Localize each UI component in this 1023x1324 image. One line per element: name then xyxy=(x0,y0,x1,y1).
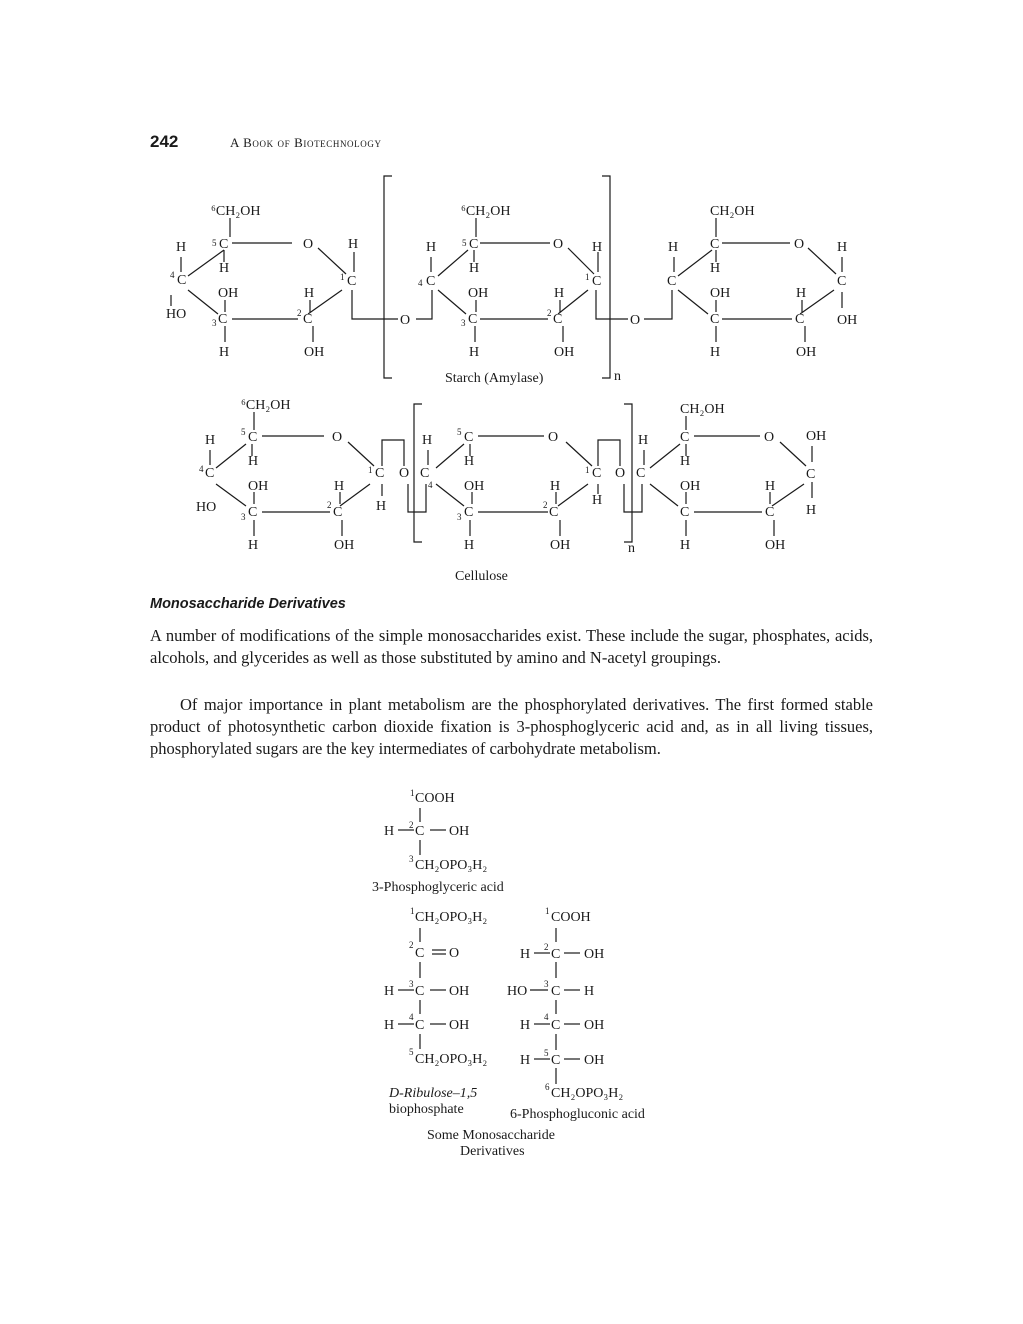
svg-text:H: H xyxy=(592,493,603,508)
svg-text:HO: HO xyxy=(166,307,187,322)
svg-text:C: C xyxy=(667,274,677,289)
svg-text:OH: OH xyxy=(449,984,470,999)
svg-text:HO: HO xyxy=(196,500,217,515)
svg-text:O: O xyxy=(615,466,626,481)
svg-text:H: H xyxy=(592,240,603,255)
svg-text:C: C xyxy=(549,505,559,520)
svg-text:H: H xyxy=(348,237,359,252)
svg-text:5: 5 xyxy=(544,1048,549,1058)
svg-text:OH: OH xyxy=(248,479,269,494)
svg-text:C: C xyxy=(375,466,385,481)
svg-text:H: H xyxy=(464,538,475,553)
svg-text:O: O xyxy=(332,430,343,445)
svg-text:C: C xyxy=(248,430,258,445)
page-number: 242 xyxy=(150,132,179,151)
svg-text:1: 1 xyxy=(410,788,415,798)
svg-text:COOH: COOH xyxy=(551,910,591,925)
svg-text:C: C xyxy=(464,505,474,520)
svg-text:C: C xyxy=(415,984,425,999)
svg-text:H: H xyxy=(469,261,480,276)
svg-text:OH: OH xyxy=(584,1053,605,1068)
svg-text:1: 1 xyxy=(545,906,550,916)
svg-text:C: C xyxy=(415,946,425,961)
gluconic-name: 6-Phosphogluconic acid xyxy=(510,1107,645,1122)
svg-text:C: C xyxy=(765,505,775,520)
svg-text:4: 4 xyxy=(170,270,175,280)
section-heading: Monosaccharide Derivatives xyxy=(150,596,346,612)
svg-text:3: 3 xyxy=(409,979,414,989)
svg-text:4: 4 xyxy=(199,464,204,474)
svg-text:4: 4 xyxy=(544,1012,549,1022)
svg-text:2: 2 xyxy=(409,820,414,830)
svg-text:H: H xyxy=(806,503,817,518)
svg-text:H: H xyxy=(304,286,315,301)
svg-text:C: C xyxy=(303,312,313,327)
svg-text:1: 1 xyxy=(410,906,415,916)
svg-text:O: O xyxy=(399,466,410,481)
svg-text:CH₂OH: CH₂OH xyxy=(680,402,725,417)
svg-text:3: 3 xyxy=(212,318,217,328)
svg-text:H: H xyxy=(248,454,259,469)
svg-text:1: 1 xyxy=(340,272,345,282)
svg-text:5: 5 xyxy=(457,427,462,437)
svg-text:3: 3 xyxy=(544,979,549,989)
svg-text:5: 5 xyxy=(241,427,246,437)
svg-text:O: O xyxy=(764,430,775,445)
svg-text:H: H xyxy=(384,1018,395,1033)
svg-text:C: C xyxy=(551,1053,561,1068)
starch-caption: Starch (Amylase) xyxy=(445,371,544,386)
svg-text:5: 5 xyxy=(409,1047,414,1057)
svg-text:CH₂OPO₃H₂: CH₂OPO₃H₂ xyxy=(415,910,488,925)
svg-text:C: C xyxy=(680,505,690,520)
running-title: A Book of Biotechnology xyxy=(230,135,382,150)
svg-text:OH: OH xyxy=(550,538,571,553)
svg-text:4: 4 xyxy=(428,480,433,490)
svg-text:COOH: COOH xyxy=(415,791,455,806)
svg-text:C: C xyxy=(426,274,436,289)
svg-text:O: O xyxy=(794,237,805,252)
svg-text:2: 2 xyxy=(327,500,332,510)
svg-text:C: C xyxy=(592,466,602,481)
svg-text:OH: OH xyxy=(765,538,786,553)
svg-text:H: H xyxy=(426,240,437,255)
svg-text:C: C xyxy=(551,984,561,999)
svg-text:C: C xyxy=(551,947,561,962)
svg-text:C: C xyxy=(415,1018,425,1033)
svg-text:O: O xyxy=(400,313,411,328)
svg-text:H: H xyxy=(520,1018,531,1033)
svg-text:OH: OH xyxy=(680,479,701,494)
svg-text:C: C xyxy=(795,312,805,327)
svg-text:2: 2 xyxy=(547,308,552,318)
svg-text:H: H xyxy=(680,538,691,553)
svg-text:C: C xyxy=(464,430,474,445)
svg-text:H: H xyxy=(176,240,187,255)
svg-text:1: 1 xyxy=(585,272,590,282)
svg-text:H: H xyxy=(469,345,480,360)
svg-text:1: 1 xyxy=(368,465,373,475)
svg-text:H: H xyxy=(384,824,395,839)
ribulose-name-line1: D-Ribulose–1,5 xyxy=(389,1086,478,1101)
svg-text:C: C xyxy=(837,274,847,289)
svg-text:OH: OH xyxy=(468,286,489,301)
svg-text:H: H xyxy=(376,499,387,514)
svg-text:HO: HO xyxy=(507,984,528,999)
svg-text:O: O xyxy=(548,430,559,445)
ribulose-name-line2: biophosphate xyxy=(389,1102,464,1117)
svg-text:C: C xyxy=(592,274,602,289)
svg-text:H: H xyxy=(520,1053,531,1068)
svg-text:OH: OH xyxy=(837,313,858,328)
svg-text:OH: OH xyxy=(218,286,239,301)
svg-text:H: H xyxy=(205,433,216,448)
svg-text:C: C xyxy=(415,824,425,839)
svg-text:H: H xyxy=(584,984,595,999)
svg-text:H: H xyxy=(219,261,230,276)
svg-text:H: H xyxy=(710,261,721,276)
svg-text:OH: OH xyxy=(449,1018,470,1033)
svg-text:CH₂OPO₃H₂: CH₂OPO₃H₂ xyxy=(551,1086,624,1101)
svg-text:2: 2 xyxy=(297,308,302,318)
derivatives-caption-line1: Some Monosaccharide xyxy=(427,1128,555,1143)
svg-text:OH: OH xyxy=(806,429,827,444)
svg-text:H: H xyxy=(796,286,807,301)
svg-text:H: H xyxy=(219,345,230,360)
svg-text:H: H xyxy=(710,345,721,360)
svg-text:OH: OH xyxy=(334,538,355,553)
svg-text:2: 2 xyxy=(409,940,414,950)
svg-text:CH₂OPO₃H₂: CH₂OPO₃H₂ xyxy=(415,858,488,873)
svg-text:OH: OH xyxy=(554,345,575,360)
svg-text:H: H xyxy=(520,947,531,962)
svg-text:CH₂OH: CH₂OH xyxy=(710,204,755,219)
svg-text:⁶CH₂OH: ⁶CH₂OH xyxy=(211,204,261,219)
svg-text:4: 4 xyxy=(409,1012,414,1022)
svg-text:H: H xyxy=(422,433,433,448)
svg-text:OH: OH xyxy=(710,286,731,301)
svg-text:C: C xyxy=(420,466,430,481)
svg-text:OH: OH xyxy=(796,345,817,360)
svg-text:3: 3 xyxy=(241,512,246,522)
svg-text:C: C xyxy=(680,430,690,445)
svg-text:H: H xyxy=(384,984,395,999)
svg-text:C: C xyxy=(710,237,720,252)
svg-text:OH: OH xyxy=(584,1018,605,1033)
svg-text:OH: OH xyxy=(304,345,325,360)
svg-text:C: C xyxy=(469,237,479,252)
paragraph-1: A number of modifications of the simple monosaccharides exist. These include the sugar, phosphates, acids, alcohols, and glycerides as well as those substituted by amino and N-acetyl groupings. xyxy=(150,626,873,667)
svg-text:OH: OH xyxy=(464,479,485,494)
svg-text:H: H xyxy=(464,454,475,469)
svg-text:⁶CH₂OH: ⁶CH₂OH xyxy=(241,398,291,413)
svg-text:H: H xyxy=(550,479,561,494)
derivatives-caption-line2: Derivatives xyxy=(460,1144,525,1159)
svg-text:C: C xyxy=(551,1018,561,1033)
svg-text:C: C xyxy=(636,466,646,481)
svg-text:H: H xyxy=(680,454,691,469)
svg-text:C: C xyxy=(219,237,229,252)
svg-text:C: C xyxy=(333,505,343,520)
svg-text:C: C xyxy=(347,274,357,289)
svg-text:C: C xyxy=(205,466,215,481)
svg-text:C: C xyxy=(553,312,563,327)
svg-text:1: 1 xyxy=(585,465,590,475)
cellulose-caption: Cellulose xyxy=(455,569,508,584)
svg-text:O: O xyxy=(449,946,460,961)
pga-name: 3-Phosphoglyceric acid xyxy=(372,880,504,895)
cellulose-repeat-n: n xyxy=(628,541,635,556)
svg-text:OH: OH xyxy=(584,947,605,962)
svg-text:3: 3 xyxy=(461,318,466,328)
svg-text:⁶CH₂OH: ⁶CH₂OH xyxy=(461,204,511,219)
svg-text:5: 5 xyxy=(212,238,217,248)
svg-text:C: C xyxy=(218,312,228,327)
paragraph-2: Of major importance in plant metabolism are the phosphorylated derivatives. The first formed stable product of photosynthetic carbon dioxide fixation is 3-phosphoglyceric acid and, as in all living tissues, phosphorylated sugars are the key intermediates of carbohydrate metabolism. xyxy=(150,695,873,758)
svg-text:H: H xyxy=(668,240,679,255)
svg-text:O: O xyxy=(303,237,314,252)
svg-text:2: 2 xyxy=(544,942,549,952)
svg-text:5: 5 xyxy=(462,238,467,248)
svg-text:H: H xyxy=(554,286,565,301)
starch-repeat-n: n xyxy=(614,369,621,384)
svg-text:H: H xyxy=(837,240,848,255)
svg-text:O: O xyxy=(630,313,641,328)
svg-text:H: H xyxy=(334,479,345,494)
svg-text:OH: OH xyxy=(449,824,470,839)
svg-text:C: C xyxy=(710,312,720,327)
svg-text:H: H xyxy=(638,433,649,448)
svg-text:2: 2 xyxy=(543,500,548,510)
svg-text:CH₂OPO₃H₂: CH₂OPO₃H₂ xyxy=(415,1052,488,1067)
svg-text:O: O xyxy=(553,237,564,252)
svg-text:C: C xyxy=(177,273,187,288)
svg-text:3: 3 xyxy=(457,512,462,522)
svg-text:C: C xyxy=(468,312,478,327)
svg-text:6: 6 xyxy=(545,1082,550,1092)
svg-text:H: H xyxy=(248,538,259,553)
svg-text:C: C xyxy=(806,467,816,482)
svg-text:C: C xyxy=(248,505,258,520)
svg-text:H: H xyxy=(765,479,776,494)
svg-text:4: 4 xyxy=(418,278,423,288)
svg-text:3: 3 xyxy=(409,854,414,864)
